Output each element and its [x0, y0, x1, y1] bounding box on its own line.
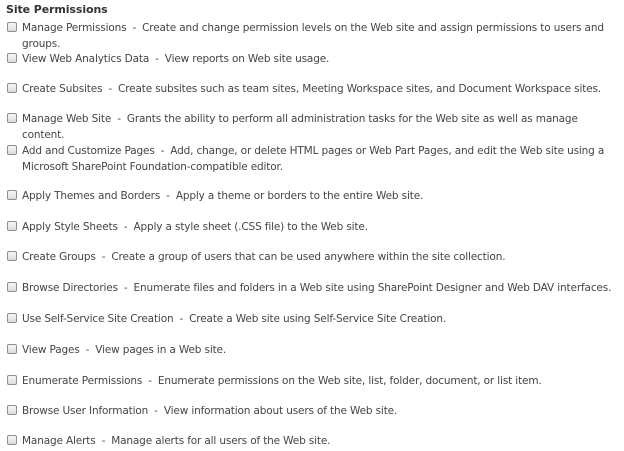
separator: -	[101, 251, 106, 263]
permission-description: View information about users of the Web site.	[163, 405, 398, 417]
permission-description: View pages in a Web site.	[95, 344, 227, 356]
checkbox-enumerate-permissions[interactable]	[7, 375, 17, 385]
permission-text	[22, 311, 619, 327]
permission-text	[22, 81, 619, 97]
permission-text	[22, 249, 619, 265]
permission-text	[22, 111, 619, 143]
permission-item-apply-style-sheets	[7, 219, 619, 235]
permission-name: View Pages	[22, 344, 80, 356]
checkbox-view-web-analytics-data[interactable]	[7, 53, 17, 63]
permission-text	[22, 51, 619, 67]
separator: -	[179, 313, 184, 325]
permission-name: Manage Permissions	[22, 22, 127, 34]
checkbox-browse-user-information[interactable]	[7, 405, 17, 415]
separator: -	[148, 375, 152, 387]
permission-name: Browse User Information	[22, 405, 149, 417]
separator: -	[108, 83, 113, 95]
permission-name: Manage Web Site	[22, 113, 112, 125]
permission-name: Add and Customize Pages	[22, 145, 155, 157]
checkbox-create-subsites[interactable]	[7, 83, 17, 93]
permission-description: Enumerate files and folders in a Web site using SharePoint Designer and Web DAV interfaces.	[133, 282, 612, 294]
permission-description: Grants the ability to perform all administration tasks for the Web site as well as manage content.	[22, 113, 578, 141]
permission-item-browse-directories	[7, 280, 619, 296]
checkbox-manage-alerts[interactable]	[7, 435, 17, 445]
permission-item-view-web-analytics-data	[7, 51, 619, 67]
permission-name: View Web Analytics Data	[22, 53, 150, 65]
permission-text	[22, 433, 619, 449]
checkbox-manage-web-site[interactable]	[7, 113, 17, 123]
permission-text	[22, 373, 619, 389]
permission-item-create-groups	[7, 249, 619, 265]
permission-name: Create Groups	[22, 251, 96, 263]
checkbox-add-and-customize-pages[interactable]	[7, 145, 17, 155]
permission-description: Apply a style sheet (.CSS file) to the Web site.	[133, 221, 368, 233]
permission-text	[22, 143, 619, 175]
checkbox-view-pages[interactable]	[7, 344, 17, 354]
separator: -	[123, 221, 128, 233]
permission-item-manage-web-site	[7, 111, 619, 143]
permission-item-browse-user-information	[7, 403, 619, 419]
permission-item-add-and-customize-pages	[7, 143, 619, 175]
permission-text	[22, 403, 619, 419]
permission-text	[22, 20, 619, 52]
permission-name: Manage Alerts	[22, 435, 96, 447]
permission-name: Browse Directories	[22, 282, 118, 294]
permission-item-create-subsites	[7, 81, 619, 97]
separator: -	[117, 113, 121, 125]
permission-text	[22, 219, 619, 235]
permission-description: Create and change permission levels on the Web site and assign permissions to users and groups.	[22, 22, 604, 50]
checkbox-apply-style-sheets[interactable]	[7, 221, 17, 231]
permission-item-enumerate-permissions	[7, 373, 619, 389]
permission-text	[22, 280, 619, 296]
permission-item-manage-permissions	[7, 20, 619, 52]
permission-description: Create a Web site using Self-Service Site Creation.	[189, 313, 447, 325]
permission-description: Enumerate permissions on the Web site, list, folder, document, or list item.	[157, 375, 542, 387]
permission-description: Create a group of users that can be used anywhere within the site collection.	[111, 251, 506, 263]
separator: -	[160, 145, 165, 157]
permission-item-view-pages	[7, 342, 619, 358]
permission-text	[22, 188, 619, 204]
separator: -	[123, 282, 128, 294]
checkbox-browse-directories[interactable]	[7, 282, 17, 292]
separator: -	[154, 405, 158, 417]
checkbox-manage-permissions[interactable]	[7, 22, 17, 32]
permission-description: View reports on Web site usage.	[164, 53, 330, 65]
permission-description: Add, change, or delete HTML pages or Web Part Pages, and edit the Web site using a Microsoft SharePoint Foundation-compatible editor.	[22, 145, 605, 173]
permission-text	[22, 342, 619, 358]
permission-item-use-self-service-site-creation	[7, 311, 619, 327]
permission-item-apply-themes-and-borders	[7, 188, 619, 204]
permission-item-manage-alerts	[7, 433, 619, 449]
permission-name: Apply Themes and Borders	[22, 190, 161, 202]
separator: -	[132, 22, 137, 34]
checkbox-use-self-service-site-creation[interactable]	[7, 313, 17, 323]
separator: -	[155, 53, 159, 65]
permission-name: Enumerate Permissions	[22, 375, 143, 387]
permission-description: Apply a theme or borders to the entire Web site.	[175, 190, 424, 202]
permission-name: Create Subsites	[22, 83, 103, 95]
permission-name: Apply Style Sheets	[22, 221, 118, 233]
permission-name: Use Self-Service Site Creation	[22, 313, 174, 325]
checkbox-apply-themes-and-borders[interactable]	[7, 190, 17, 200]
separator: -	[101, 435, 106, 447]
section-title-site-permissions: Site Permissions	[6, 3, 108, 16]
permission-description: Manage alerts for all users of the Web site.	[111, 435, 331, 447]
checkbox-create-groups[interactable]	[7, 251, 17, 261]
permission-description: Create subsites such as team sites, Meeting Workspace sites, and Document Workspace sites.	[118, 83, 601, 95]
separator: -	[85, 344, 90, 356]
separator: -	[166, 190, 170, 202]
